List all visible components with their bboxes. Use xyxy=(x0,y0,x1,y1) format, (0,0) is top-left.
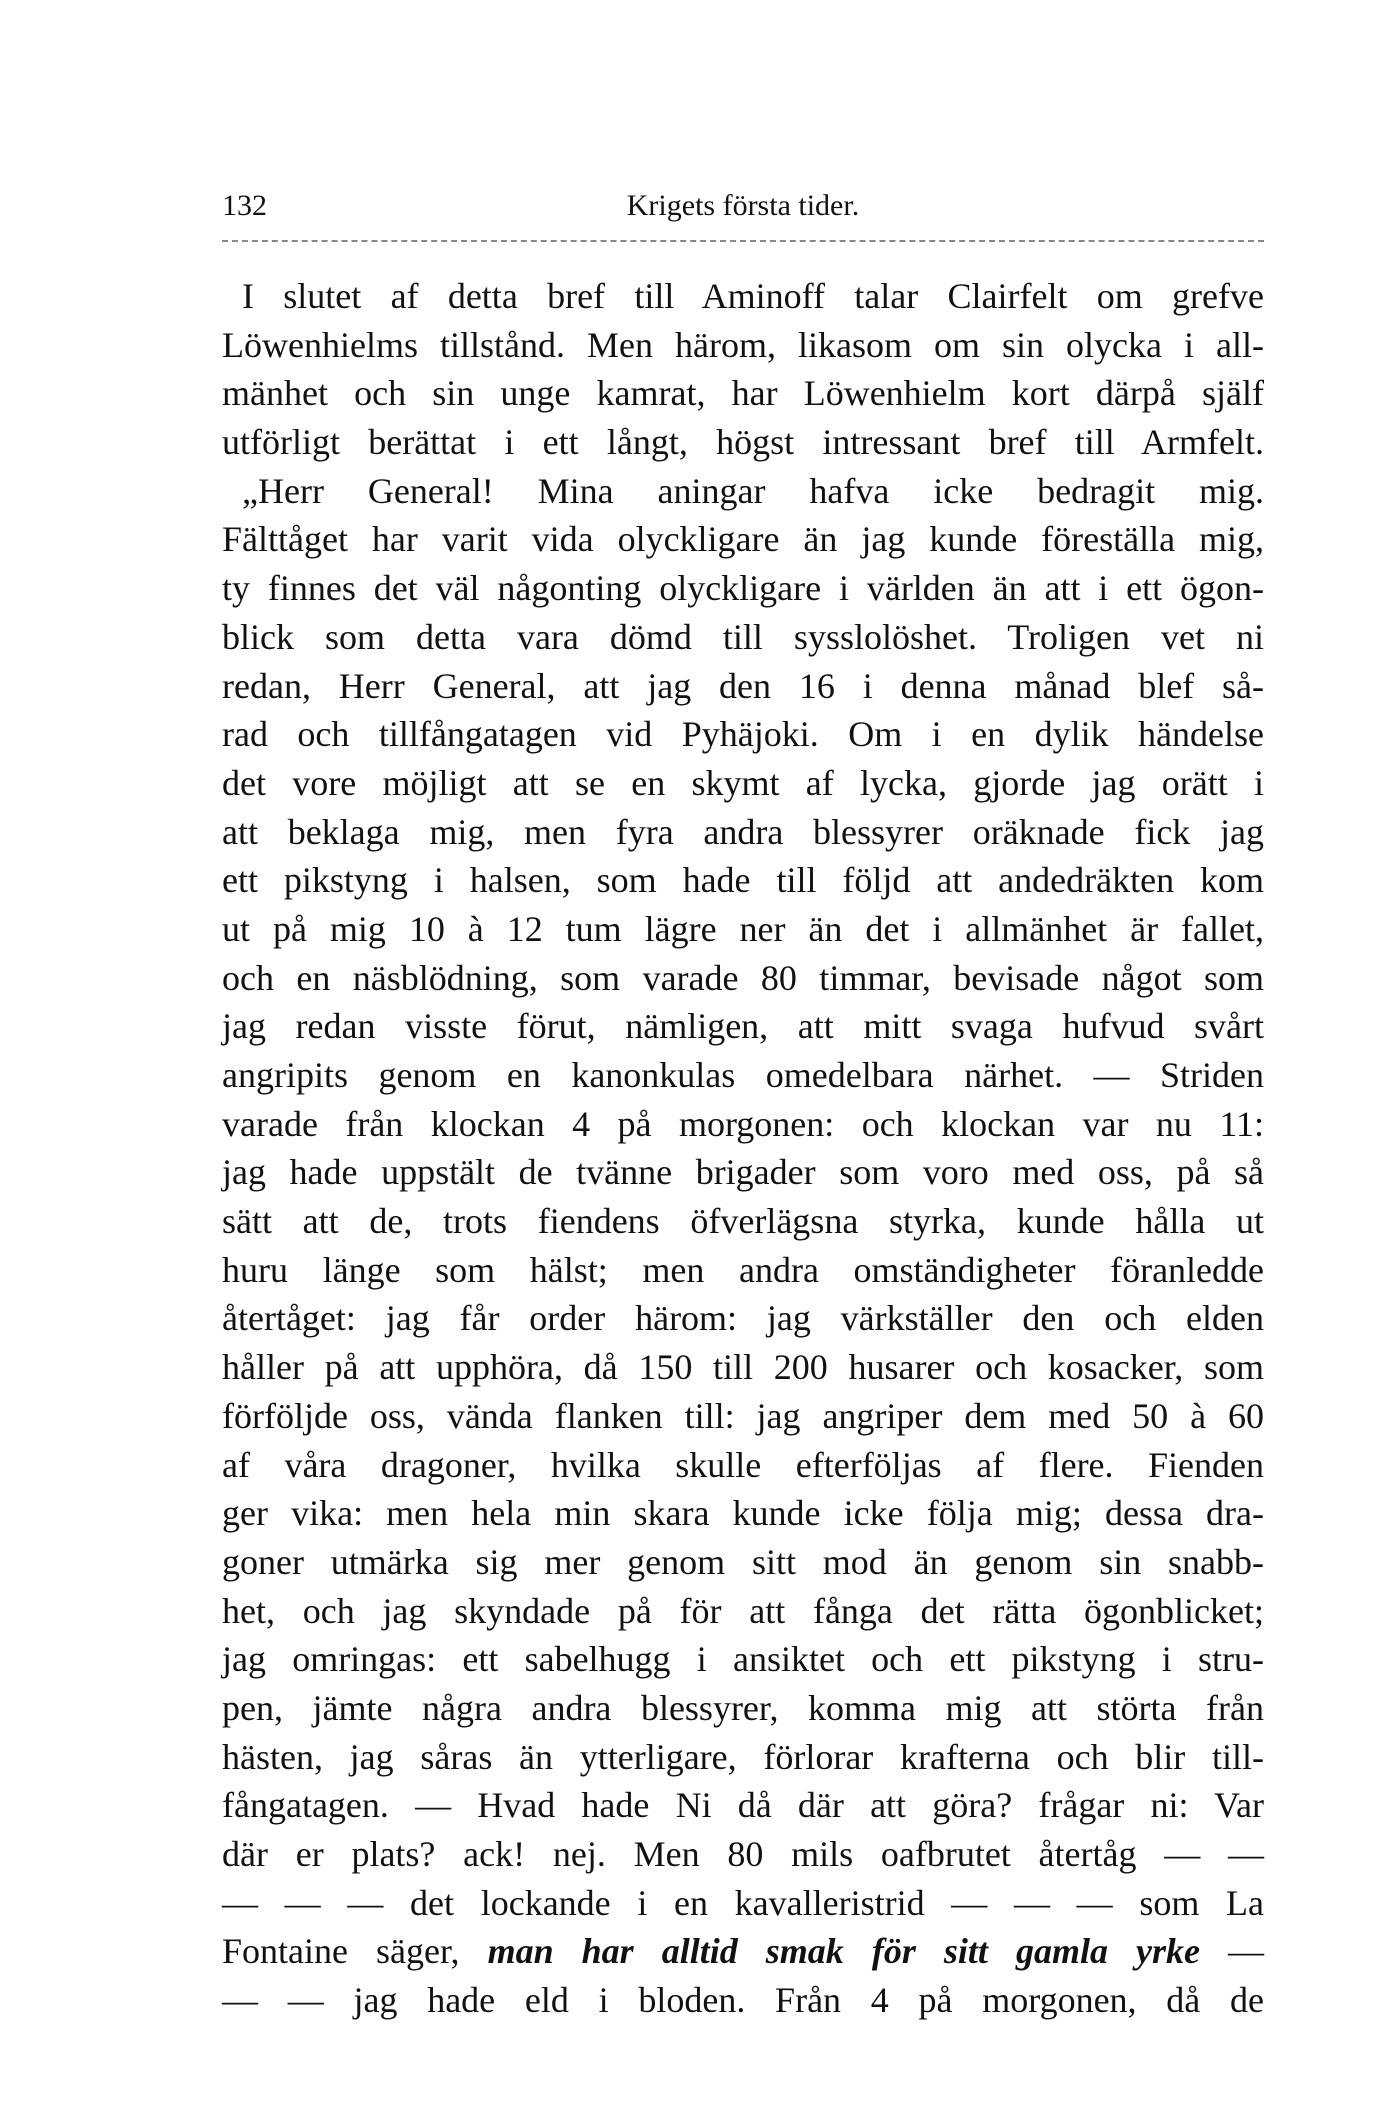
text-line: att beklaga mig, men fyra andra blessyrer oräknade fick jag xyxy=(222,811,1264,852)
text-line: det vore möjligt att se en skymt af lycka, gjorde jag orätt i xyxy=(222,762,1264,803)
text-segment: Fontaine säger, xyxy=(222,1931,488,1972)
text-line: blick som detta vara dömd till sysslolöshet. Troligen vet ni xyxy=(222,616,1264,657)
text-line: Fälttåget har varit vida olyckligare än jag kunde föreställa mig, xyxy=(222,519,1264,560)
text-line: pen, jämte några andra blessyrer, komma mig att störta från xyxy=(222,1687,1264,1728)
text-line: jag hade uppstält de tvänne brigader som voro med oss, på så xyxy=(222,1152,1264,1193)
text-line: I slutet af detta bref till Aminoff talar Clairfelt om grefve xyxy=(242,276,1264,316)
text-line: het, och jag skyndade på för att fånga det rätta ögonblicket; xyxy=(222,1590,1264,1631)
text-line: håller på att upphöra, då 150 till 200 husarer och kosacker, som xyxy=(222,1347,1264,1388)
text-line: sätt att de, trots fiendens öfverlägsna styrka, kunde hålla ut xyxy=(222,1201,1264,1242)
text-line: ty finnes det väl någonting olyckligare i världen än att i ett ögon- xyxy=(222,568,1264,609)
text-line: hästen, jag såras än ytterligare, förlorar krafterna och blir till- xyxy=(222,1736,1264,1777)
text-line: huru länge som hälst; men andra omständigheter föranledde xyxy=(222,1249,1264,1290)
italic-quote: man har alltid smak för sitt gamla yrke xyxy=(487,1931,1200,1972)
text-line: ett pikstyng i halsen, som hade till följd att andedräkten kom xyxy=(222,860,1264,901)
text-line: „Herr General! Mina aningar hafva icke bedragit mig. xyxy=(242,470,1264,511)
header-rule xyxy=(222,240,1264,242)
chapter-title: Krigets första tider. xyxy=(626,189,860,222)
running-head xyxy=(222,186,1264,226)
text-line: varade från klockan 4 på morgonen: och klockan var nu 11: xyxy=(222,1103,1264,1144)
text-line: redan, Herr General, att jag den 16 i denna månad blef så- xyxy=(222,665,1264,706)
text-line: där er plats? ack! nej. Men 80 mils oafbrutet återtåg — — xyxy=(222,1834,1264,1874)
text-line: angripits genom en kanonkulas omedelbara närhet. — Striden xyxy=(222,1055,1264,1095)
text-line: jag omringas: ett sabelhugg i ansiktet och ett pikstyng i stru- xyxy=(222,1639,1264,1680)
text-line: af våra dragoner, hvilka skulle efterföljas af flere. Fienden xyxy=(222,1444,1264,1485)
text-line: förföljde oss, vända flanken till: jag angriper dem med 50 à 60 xyxy=(222,1395,1264,1436)
text-line: jag redan visste förut, nämligen, att mitt svaga hufvud svårt xyxy=(222,1006,1264,1047)
text-line xyxy=(222,1927,1264,1976)
text-line: och en näsblödning, som varade 80 timmar, bevisade något som xyxy=(222,957,1264,998)
text-line: Löwenhielms tillstånd. Men härom, likasom om sin olycka i all- xyxy=(222,324,1264,365)
text-line: goner utmärka sig mer genom sitt mod än genom sin snabb- xyxy=(222,1541,1264,1582)
text-line: — — jag hade eld i bloden. Från 4 på morgonen, då de xyxy=(222,1980,1264,2021)
text-line: mänhet och sin unge kamrat, har Löwenhielm kort därpå själf xyxy=(222,373,1264,414)
page-number: 132 xyxy=(222,189,267,222)
text-line: utförligt berättat i ett långt, högst intressant bref till Armfelt. xyxy=(222,422,1264,463)
text-line: återtåget: jag får order härom: jag värkställer den och elden xyxy=(222,1298,1264,1339)
text-line: ger vika: men hela min skara kunde icke följa mig; dessa dra- xyxy=(222,1493,1264,1534)
text-line: fångatagen. — Hvad hade Ni då där att göra? frågar ni: Var xyxy=(222,1785,1264,1826)
text-line: rad och tillfångatagen vid Pyhäjoki. Om i en dylik händelse xyxy=(222,714,1264,755)
text-line: — — — det lockande i en kavalleristrid — — — som La xyxy=(222,1882,1264,1923)
text-segment: — xyxy=(1199,1931,1265,1972)
body-text xyxy=(222,272,1264,2025)
text-line: ut på mig 10 à 12 tum lägre ner än det i allmänhet är fallet, xyxy=(222,908,1264,949)
